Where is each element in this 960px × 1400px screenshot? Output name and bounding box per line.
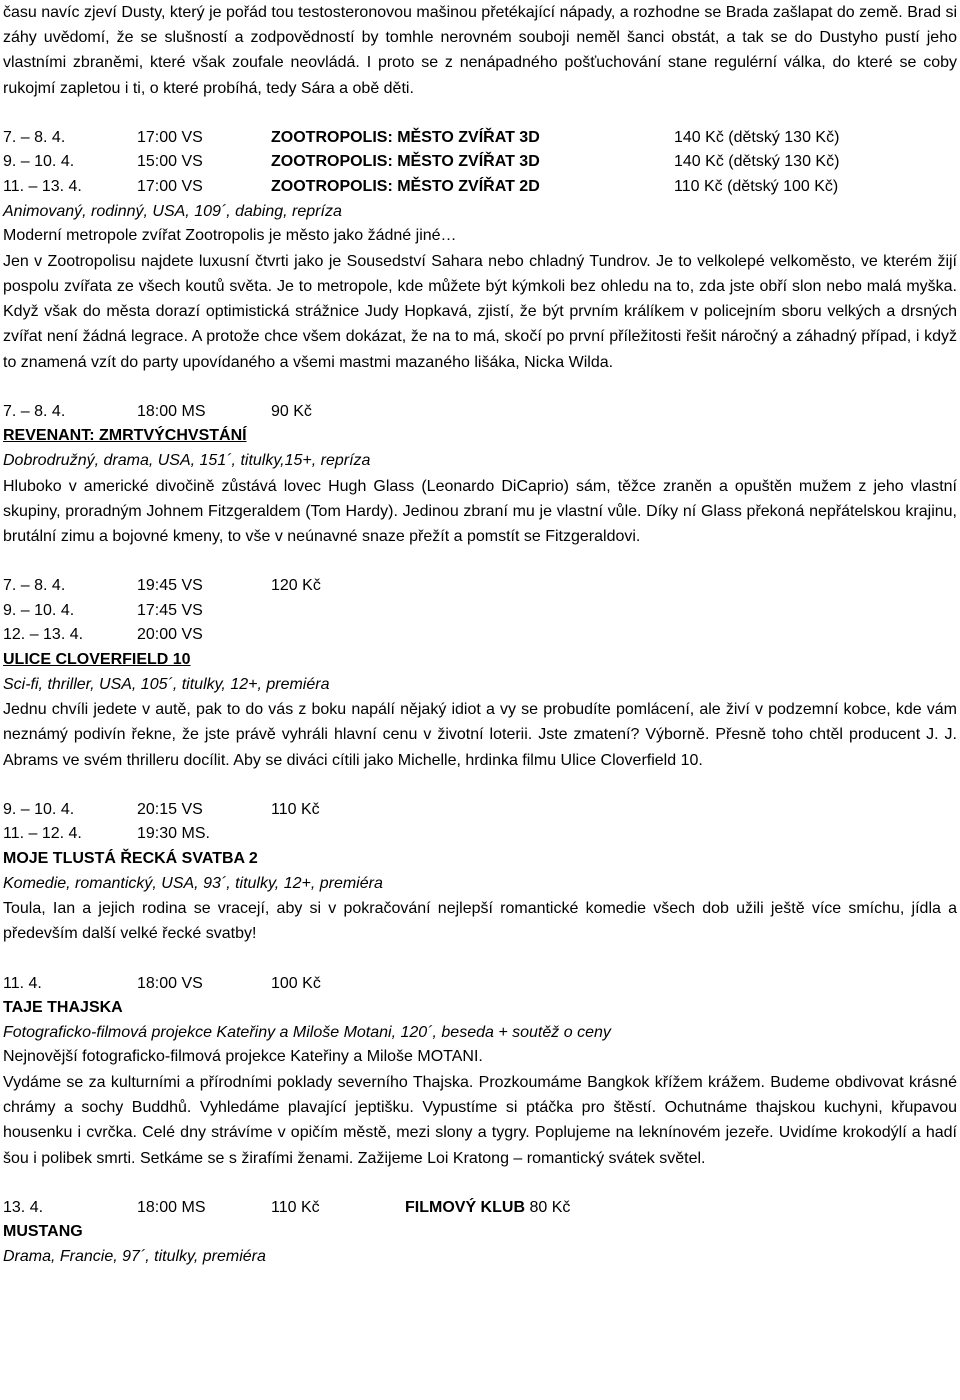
film-svatba [3,798,957,947]
screening-time: 18:00 MS [137,1198,206,1216]
screening-date: 7. – 8. 4. [3,128,66,146]
film-description: Jednu chvíli jedete v autě, pak to do vás z boku napálí nějaký idiot a vy se probudíte pomlácení, ale živí v podzemní kobce, kde vám neznámý podivín řekne, že jste právě vyhráli hlavní cenu v životní loterii. Jste zmatení? Výborně. Přesně toho chtěl producent J. J. Abrams ve svém thrilleru docílit. Aby se diváci cítili jako Michelle, hrdinka filmu Ulice Cloverfield 10. [3,701,957,769]
film-description: Vydáme se za kulturními a přírodními poklady severního Thajska. Prozkoumáme Bangkok křížem krážem. Budeme obdivovat krásné chrámy a sochy Buddhů. Vyhledáme plavající jeptišku. Vypustíme si ptáčka pro štěstí. Ochutnáme thajskou kuchyni, křupavou housenku i cvrčka. Celé dny strávíme v opičím městě, mezi slony a tygry. Poplujeme na leknínovém jezeře. Uvidíme krokodýlí a hadí šou i polibek smrti. Setkáme se s žirafími ženami. Zažijeme Loi Kratong – romantický svátek světel. [3,1073,957,1167]
film-title: REVENANT: ZMRTVÝCHVSTÁNÍ [3,427,247,445]
screening-row [3,126,957,151]
film-club [405,1196,570,1221]
film-title: MUSTANG [3,1223,83,1241]
film-info: Sci-fi, thriller, USA, 105´, titulky, 12+, premiéra [3,675,330,693]
screening-time: 17:00 VS [137,178,203,195]
screening-price: 140 Kč (dětský 130 Kč) [674,128,840,146]
event-thajsko [3,972,957,1171]
film-title: ULICE CLOVERFIELD 10 [3,650,191,668]
film-club-price: 80 Kč [525,1198,571,1216]
screening-row [3,623,957,648]
screening-date: 9. – 10. 4. [3,153,75,171]
film-cloverfield [3,574,957,773]
spacer [3,947,957,972]
screening-price: 100 Kč [271,974,321,992]
film-zootropolis [3,126,957,375]
film-club-label: FILMOVÝ KLUB [405,1198,525,1216]
film-description: Jen v Zootropolisu najdete luxusní čtvrti jako je Sousedství Sahara nebo chladný Tundrov. Je to velkolepé velkoměsto, ve kterém žijí pospolu zvířata ze všech koutů světa. Je to metropole, kde můžete být kýmkoli bez ohledu na to, zda jste obří slon nebo malá myška. Když však do města dorazí optimistická strážnice Judy Hopkavá, zjistí, že být prvním králíkem v policejním sboru velkých a drsných zvířat není žádná legrace. A protože chce všem dokázat, že na to má, skočí po první příležitosti řešit náročný a záhadný případ, i když to znamená vzít do party upovídaného a všemi mastmi mazaného lišáka, Nicka Wilda. [3,252,957,371]
screening-date: 12. – 13. 4. [3,626,84,644]
screening-date: 9. – 10. 4. [3,800,75,818]
screening-row [3,972,957,997]
film-tagline: Moderní metropole zvířat Zootropolis je město jako žádné jiné… [3,227,457,245]
screening-row [3,175,957,200]
screening-time: 19:45 VS [137,577,203,595]
screening-title: ZOOTROPOLIS: MĚSTO ZVÍŘAT 3D [271,128,540,146]
film-title: MOJE TLUSTÁ ŘECKÁ SVATBA 2 [3,849,258,867]
screening-price: 110 Kč [271,800,320,818]
intro-paragraph: času navíc zjeví Dusty, který je pořád tou testosteronovou mašinou přetékající nápady, a rozhodne se Brada zašlapat do země. Brad si záhy uvědomí, že se slušností a zodpovědností by tomhle nerovném souboji neměl šanci obstát, a tak se do Dustyho pustí jeho vlastními zbraněmi, které však zoufale neovládá. I proto se z nenápadného pošťuchování stane regulérní válka, do které se coby rukojmí zapletou i ti, o které probíhá, tedy Sára a obě děti. [3,4,957,97]
screening-time: 20:00 VS [137,626,203,644]
film-info: Animovaný, rodinný, USA, 109´, dabing, repríza [3,202,342,220]
spacer [3,773,957,798]
screening-date: 7. – 8. 4. [3,402,66,420]
screening-price: 140 Kč (dětský 130 Kč) [674,153,840,171]
screening-row [3,400,957,425]
film-description: Hluboko v americké divočině zůstává lovec Hugh Glass (Leonardo DiCaprio) sám, těžce zraněn a opuštěn mužem z jeho vlastní skupiny, proradným Johnem Fitzgeraldem (Tom Hardy). Jedinou zbraní mu je vlastní vůle. Díky ní Glass překoná nepřátelskou krajinu, brutální zimu a bojovné kmeny, to vše v neúnavné snaze přežít a pomstít se Fitzgeraldovi. [3,477,957,545]
film-tagline: Nejnovější fotograficko-filmová projekce Kateřiny a Miloše MOTANI. [3,1048,483,1066]
screening-row [3,150,957,175]
screening-date: 11. – 12. 4. [3,825,82,843]
screening-time: 18:00 MS [137,402,206,420]
film-mustang [3,1196,957,1270]
screening-row [3,599,957,624]
screening-date: 11. 4. [3,974,42,992]
screening-row [3,1196,957,1221]
spacer [3,549,957,574]
screening-title: ZOOTROPOLIS: MĚSTO ZVÍŘAT 2D [271,178,540,195]
screening-price: 110 Kč (dětský 100 Kč) [674,178,839,195]
spacer [3,101,957,126]
screening-time: 20:15 VS [137,800,203,818]
screening-title: ZOOTROPOLIS: MĚSTO ZVÍŘAT 3D [271,153,540,171]
screening-time: 17:45 VS [137,601,203,619]
film-info: Dobrodružný, drama, USA, 151´, titulky,15+, repríza [3,451,371,469]
spacer [3,1171,957,1196]
screening-row [3,574,957,599]
screening-price: 120 Kč [271,577,321,595]
screening-time: 18:00 VS [137,974,203,992]
screening-row [3,822,957,847]
screening-date: 11. – 13. 4. [3,178,82,195]
film-info: Drama, Francie, 97´, titulky, premiéra [3,1247,266,1265]
film-description: Toula, Ian a jejich rodina se vracejí, aby si v pokračování nejlepší romantické komedie všech dob užili ještě více smíchu, jídla a především další velké řecké svatby! [3,900,957,943]
screening-row [3,798,957,823]
film-revenant [3,400,957,549]
film-info: Fotograficko-filmová projekce Kateřiny a Miloše Motani, 120´, beseda + soutěž o ceny [3,1023,611,1041]
spacer [3,375,957,400]
screening-price: 110 Kč [271,1198,320,1216]
screening-date: 13. 4. [3,1198,44,1216]
screening-time: 15:00 VS [137,153,203,171]
screening-price: 90 Kč [271,402,312,420]
screening-time: 17:00 VS [137,128,203,146]
film-info: Komedie, romantický, USA, 93´, titulky, 12+, premiéra [3,874,383,892]
screening-date: 9. – 10. 4. [3,601,75,619]
screening-time: 19:30 MS. [137,825,210,843]
film-title: TAJE THAJSKA [3,999,123,1017]
screening-date: 7. – 8. 4. [3,577,66,595]
